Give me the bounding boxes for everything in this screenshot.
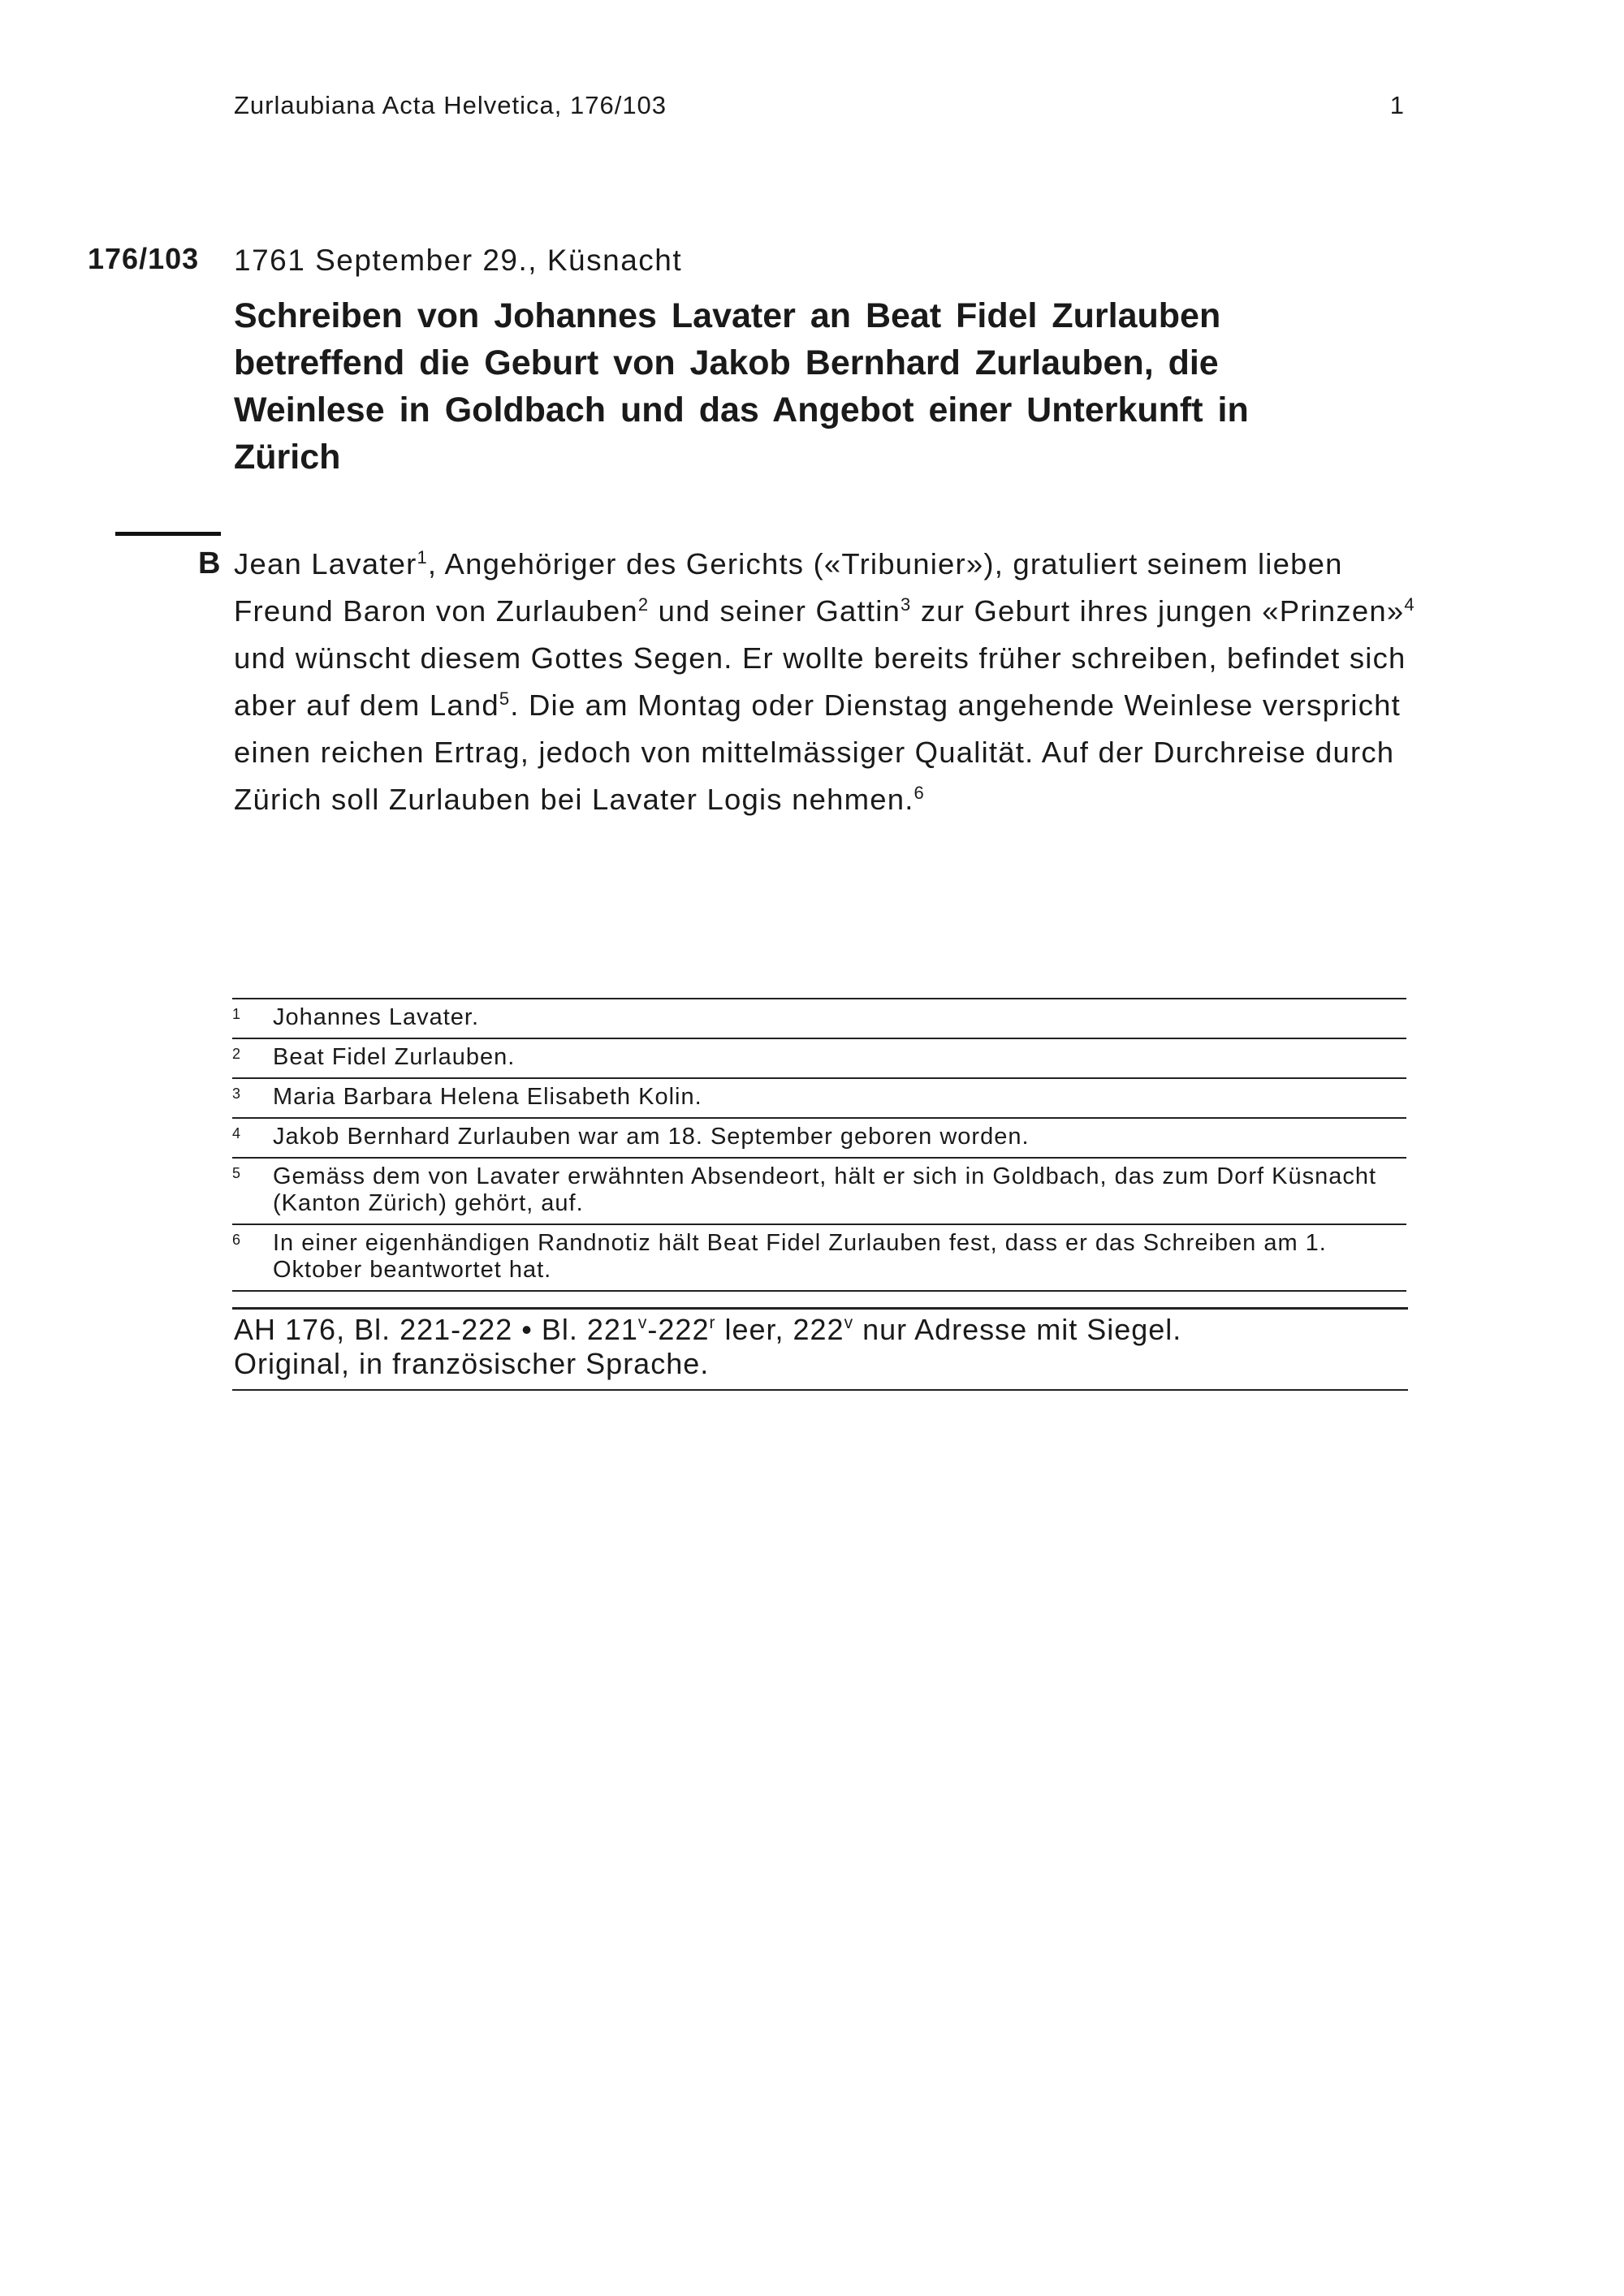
page-header [234, 91, 1405, 132]
folio-recto-mark: r [709, 1314, 716, 1332]
section-rule [115, 532, 221, 536]
footnote-text: Beat Fidel Zurlauben. [273, 1044, 516, 1070]
footnote-text: Gemäss dem von Lavater erwähnten Absendeort, hält er sich in Goldbach, das zum Dorf Küsnacht (Kanton Zürich) gehört, auf. [273, 1163, 1377, 1216]
summary-text: Jean Lavater [234, 547, 417, 580]
folio-verso-mark: v [844, 1314, 854, 1332]
footnote-ref: 1 [417, 547, 428, 568]
footnote-number: 3 [232, 1085, 242, 1102]
footnote-number: 5 [232, 1165, 242, 1181]
footnote-ref: 4 [1404, 594, 1415, 615]
footnote-number: 2 [232, 1046, 242, 1062]
footnote-ref: 6 [914, 783, 925, 803]
source-text: -222 [647, 1313, 710, 1346]
footnote-ref: 5 [499, 688, 511, 709]
source-line-2: Original, in französischer Sprache. [234, 1347, 710, 1380]
footnote-item [232, 1159, 1406, 1225]
summary-text: und wünscht diesem Gottes Segen. Er wollte bereits früher schreiben, befindet sich aber auf dem Land [234, 641, 1406, 722]
footnotes-list [232, 998, 1406, 1292]
entry-title: Schreiben von Johannes Lavater an Beat Fidel Zurlauben betreffend die Geburt von Jakob Bernhard Zurlauben, die Weinlese in Goldbach und das Angebot einer Unterkunft in Zürich [234, 296, 1249, 477]
folio-verso-mark: v [637, 1314, 648, 1332]
page-number: 1 [1389, 91, 1405, 119]
entry-id: 176/103 [88, 242, 200, 275]
footnote-text: Johannes Lavater. [273, 1004, 480, 1030]
footnote-text: In einer eigenhändigen Randnotiz hält Beat Fidel Zurlauben fest, dass er das Schreiben am 1. Oktober beantwortet hat. [273, 1230, 1327, 1283]
summary-text: zur Geburt ihres jungen «Prinzen» [911, 594, 1405, 628]
footnote-item [232, 1225, 1406, 1292]
summary-text: . Die am Montag oder Dienstag angehende Weinlese verspricht einen reichen Ertrag, jedoch von mittelmässiger Qualität. Auf der Durchreise durch Zürich soll Zurlauben bei Lavater Logis nehmen. [234, 688, 1402, 816]
footnote-ref: 2 [637, 594, 650, 615]
footnote-text: Jakob Bernhard Zurlauben war am 18. September geboren worden. [273, 1124, 1030, 1150]
footnote-number: 1 [232, 1006, 242, 1022]
source-text: nur Adresse mit Siegel. [853, 1313, 1182, 1346]
footnote-ref: 3 [901, 594, 912, 615]
footnote-item [232, 1119, 1406, 1159]
summary-text: , Angehöriger des Gerichts («Tribunier»), gratuliert seinem lieben Freund Baron von Zurlauben [234, 547, 1343, 628]
footnote-item [232, 1079, 1406, 1119]
source-note [232, 1307, 1408, 1391]
footnote-number: 6 [232, 1232, 242, 1248]
footnote-item [232, 999, 1406, 1039]
running-title: Zurlaubiana Acta Helvetica, 176/103 [234, 91, 667, 119]
summary-text: und seiner Gattin [649, 594, 901, 628]
footnote-text: Maria Barbara Helena Elisabeth Kolin. [273, 1084, 702, 1110]
footnote-item [232, 1039, 1406, 1079]
source-text: leer, 222 [715, 1313, 844, 1346]
source-line-1 [234, 1313, 1408, 1347]
summary-paragraph [234, 541, 1419, 823]
section-marker: B [198, 546, 221, 580]
entry-date-place: 1761 September 29., Küsnacht [234, 244, 683, 277]
source-text: AH 176, Bl. 221-222 • Bl. 221 [234, 1313, 638, 1346]
footnote-number: 4 [232, 1125, 242, 1142]
